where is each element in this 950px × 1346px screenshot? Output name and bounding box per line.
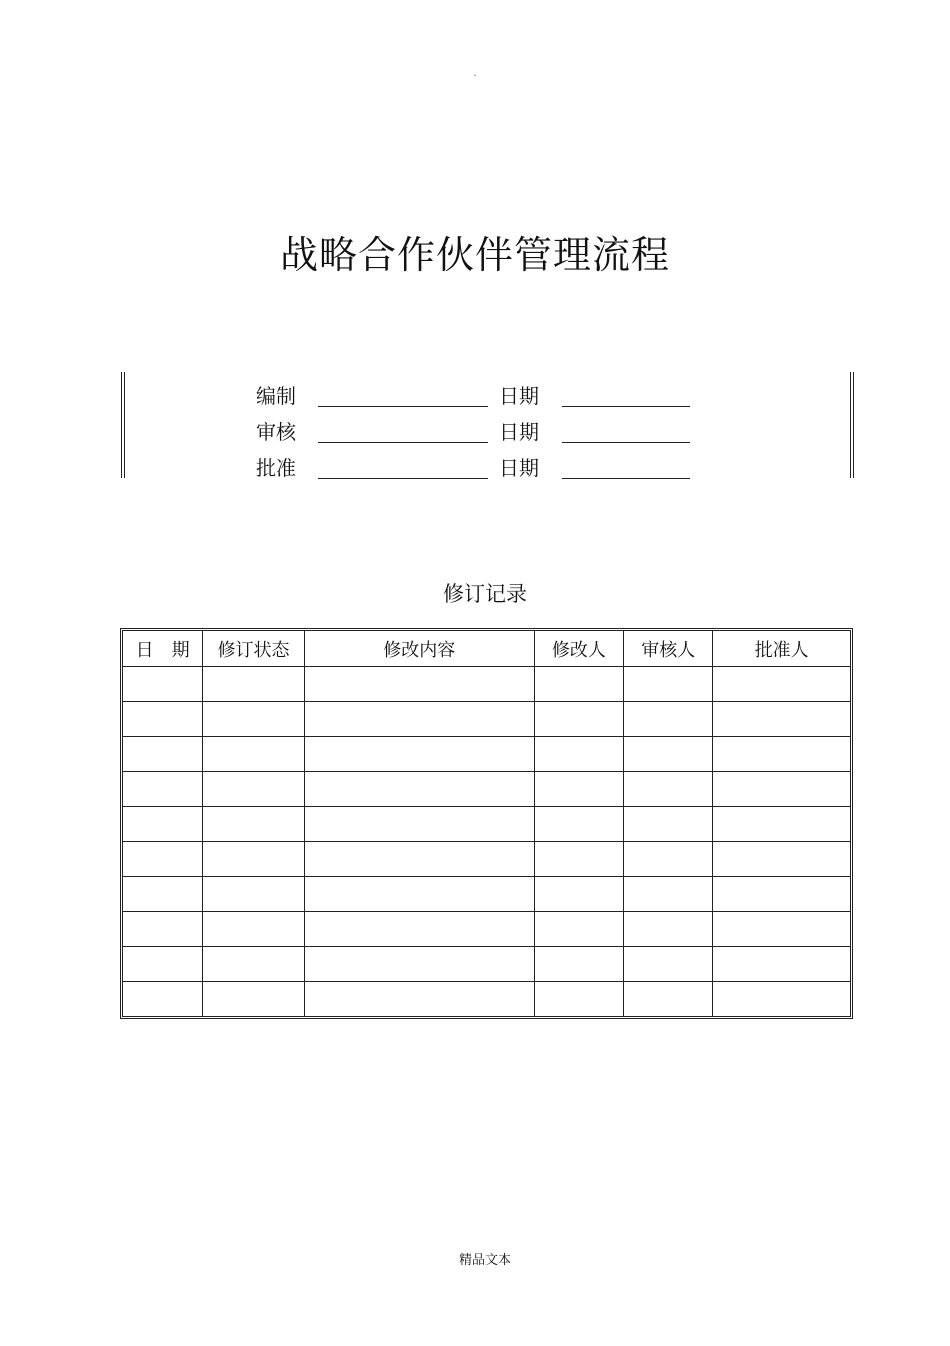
table-cell[interactable]: [534, 947, 623, 982]
table-cell[interactable]: [304, 982, 534, 1017]
table-row: [123, 737, 851, 772]
approve-signature-line[interactable]: [318, 478, 488, 479]
table-cell[interactable]: [534, 877, 623, 912]
table-row: [123, 947, 851, 982]
table-cell[interactable]: [304, 772, 534, 807]
table-cell[interactable]: [203, 842, 304, 877]
table-cell[interactable]: [534, 772, 623, 807]
table-cell[interactable]: [534, 912, 623, 947]
revision-record-title: 修订记录: [443, 582, 527, 606]
document-title: 战略合作伙伴管理流程: [279, 233, 670, 277]
revision-table: [122, 630, 851, 1017]
table-cell[interactable]: [304, 667, 534, 702]
table-cell[interactable]: [304, 947, 534, 982]
table-cell[interactable]: [713, 982, 851, 1017]
table-cell[interactable]: [624, 667, 713, 702]
table-cell[interactable]: [304, 877, 534, 912]
signoff-block: [121, 372, 854, 478]
header-reviewer: 审核人: [624, 631, 713, 667]
table-cell[interactable]: [123, 737, 203, 772]
approve-date-label: 日期: [499, 456, 539, 480]
table-cell[interactable]: [123, 772, 203, 807]
table-cell[interactable]: [534, 982, 623, 1017]
table-cell[interactable]: [203, 737, 304, 772]
header-approver: 批准人: [713, 631, 851, 667]
footer-text: 精品文本: [458, 1253, 511, 1268]
table-cell[interactable]: [624, 912, 713, 947]
table-row: [123, 807, 851, 842]
header-change-content: 修改内容: [304, 631, 534, 667]
table-row: [123, 842, 851, 877]
table-cell[interactable]: [624, 982, 713, 1017]
signoff-row-review: [121, 408, 854, 444]
table-cell[interactable]: [123, 982, 203, 1017]
table-cell[interactable]: [534, 667, 623, 702]
table-cell[interactable]: [203, 947, 304, 982]
table-cell[interactable]: [203, 702, 304, 737]
table-cell[interactable]: [203, 772, 304, 807]
table-cell[interactable]: [304, 737, 534, 772]
table-cell[interactable]: [713, 842, 851, 877]
table-cell[interactable]: [713, 807, 851, 842]
table-cell[interactable]: [123, 667, 203, 702]
table-cell[interactable]: [624, 702, 713, 737]
table-cell[interactable]: [203, 912, 304, 947]
approve-date-line[interactable]: [562, 478, 690, 479]
table-row: [123, 667, 851, 702]
table-cell[interactable]: [713, 737, 851, 772]
table-cell[interactable]: [304, 912, 534, 947]
header-revision-status: 修订状态: [203, 631, 304, 667]
table-cell[interactable]: [624, 877, 713, 912]
header-mark: .: [473, 68, 477, 79]
table-cell[interactable]: [203, 667, 304, 702]
compile-label: 编制: [256, 384, 296, 408]
table-cell[interactable]: [713, 667, 851, 702]
table-cell[interactable]: [624, 772, 713, 807]
table-cell[interactable]: [123, 702, 203, 737]
table-row: [123, 772, 851, 807]
table-cell[interactable]: [624, 947, 713, 982]
table-cell[interactable]: [713, 947, 851, 982]
table-cell[interactable]: [304, 842, 534, 877]
table-cell[interactable]: [304, 807, 534, 842]
compile-signature-line[interactable]: [318, 406, 488, 407]
table-cell[interactable]: [534, 842, 623, 877]
table-cell[interactable]: [713, 877, 851, 912]
table-cell[interactable]: [203, 807, 304, 842]
header-modifier: 修改人: [534, 631, 623, 667]
review-label: 审核: [256, 420, 296, 444]
table-cell[interactable]: [123, 807, 203, 842]
table-row: [123, 877, 851, 912]
revision-header-row: [123, 631, 851, 667]
compile-date-label: 日期: [499, 384, 539, 408]
table-cell[interactable]: [304, 702, 534, 737]
review-date-line[interactable]: [562, 442, 690, 443]
table-cell[interactable]: [123, 842, 203, 877]
table-cell[interactable]: [534, 737, 623, 772]
table-row: [123, 912, 851, 947]
table-cell[interactable]: [123, 912, 203, 947]
table-cell[interactable]: [624, 842, 713, 877]
signoff-row-compile: [121, 372, 854, 408]
table-cell[interactable]: [123, 877, 203, 912]
table-cell[interactable]: [534, 807, 623, 842]
table-cell[interactable]: [624, 807, 713, 842]
table-cell[interactable]: [534, 702, 623, 737]
table-cell[interactable]: [203, 877, 304, 912]
table-cell[interactable]: [713, 702, 851, 737]
compile-date-line[interactable]: [562, 406, 690, 407]
review-date-label: 日期: [499, 420, 539, 444]
signoff-row-approve: [121, 444, 854, 480]
review-signature-line[interactable]: [318, 442, 488, 443]
table-row: [123, 702, 851, 737]
table-cell[interactable]: [203, 982, 304, 1017]
table-cell[interactable]: [713, 772, 851, 807]
table-row: [123, 982, 851, 1017]
table-cell[interactable]: [123, 947, 203, 982]
approve-label: 批准: [256, 456, 296, 480]
table-cell[interactable]: [713, 912, 851, 947]
table-cell[interactable]: [624, 737, 713, 772]
header-date: 日 期: [123, 631, 203, 667]
